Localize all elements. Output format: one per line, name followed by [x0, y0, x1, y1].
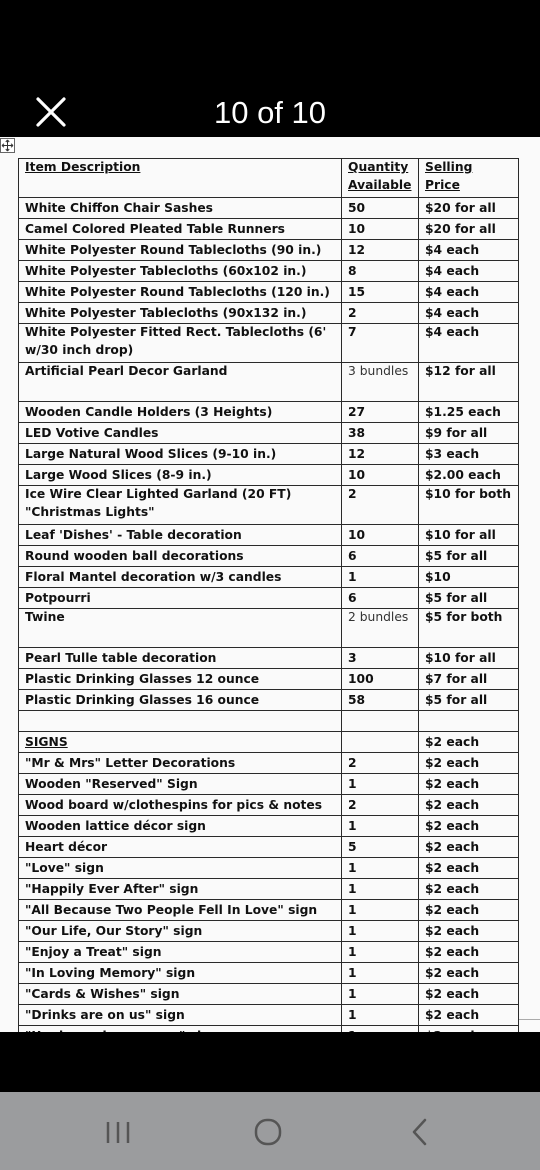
cell-item-description: LED Votive Candles [19, 423, 342, 444]
cell-item-description: Potpourri [19, 588, 342, 609]
cell-price: $12 for all [419, 363, 519, 402]
table-row [19, 402, 519, 423]
table-row [19, 219, 519, 240]
cell-quantity: 6 [342, 546, 419, 567]
cell-quantity: 2 [342, 753, 419, 774]
cell-price: $10 for all [419, 648, 519, 669]
cell-quantity: 1 [342, 567, 419, 588]
cell-item-description: "Mr & Mrs" Letter Decorations [19, 753, 342, 774]
cell-quantity: 10 [342, 525, 419, 546]
table-row [19, 963, 519, 984]
cell-item-description: White Polyester Fitted Rect. Tablecloths (6' w/30 inch drop) [19, 324, 342, 363]
table-row [19, 198, 519, 219]
cell-quantity: 50 [342, 198, 419, 219]
cell-item-description [19, 711, 342, 732]
table-row [19, 525, 519, 546]
cell-price: $7 for all [419, 669, 519, 690]
table-row [19, 486, 519, 525]
cell-price: $2 each [419, 732, 519, 753]
cell-quantity: 7 [342, 324, 419, 363]
cell-quantity: 2 bundles [342, 609, 419, 648]
table-row [19, 858, 519, 879]
item-table-body [19, 159, 519, 1047]
back-icon [400, 1112, 440, 1152]
cell-item-description: Plastic Drinking Glasses 16 ounce [19, 690, 342, 711]
table-row [19, 324, 519, 363]
table-row [19, 546, 519, 567]
table-row [19, 261, 519, 282]
cell-item-description: "Our Life, Our Story" sign [19, 921, 342, 942]
cell-item-description: White Polyester Tablecloths (90x132 in.) [19, 303, 342, 324]
cell-quantity: 1 [342, 921, 419, 942]
table-row [19, 732, 519, 753]
cell-item-description: Twine [19, 609, 342, 648]
cell-quantity: 1 [342, 942, 419, 963]
table-row [19, 774, 519, 795]
cell-quantity: 10 [342, 465, 419, 486]
cell-quantity: 12 [342, 240, 419, 261]
cell-price: $4 each [419, 240, 519, 261]
cell-quantity [342, 711, 419, 732]
home-button[interactable] [248, 1112, 288, 1152]
cell-item-description: Large Natural Wood Slices (9-10 in.) [19, 444, 342, 465]
cell-quantity: 1 [342, 816, 419, 837]
table-row [19, 711, 519, 732]
cell-quantity: 38 [342, 423, 419, 444]
cell-quantity: 3 bundles [342, 363, 419, 402]
cell-quantity: 1 [342, 879, 419, 900]
cell-price: $20 for all [419, 219, 519, 240]
cell-item-description: Wooden "Reserved" Sign [19, 774, 342, 795]
table-row [19, 690, 519, 711]
cell-price: $2 each [419, 984, 519, 1005]
table-row [19, 240, 519, 261]
cell-item-description: White Polyester Round Tablecloths (90 in.) [19, 240, 342, 261]
cell-price: $2 each [419, 942, 519, 963]
cell-price: $10 [419, 567, 519, 588]
table-row [19, 816, 519, 837]
cell-quantity: 27 [342, 402, 419, 423]
table-row [19, 648, 519, 669]
table-row [19, 363, 519, 402]
cell-item-description: "Happily Ever After" sign [19, 879, 342, 900]
table-row [19, 879, 519, 900]
cell-item-description: Large Wood Slices (8-9 in.) [19, 465, 342, 486]
table-row [19, 303, 519, 324]
cell-price: $2 each [419, 795, 519, 816]
table-row [19, 753, 519, 774]
table-row [19, 609, 519, 648]
cell-item-description: Pearl Tulle table decoration [19, 648, 342, 669]
cell-price: $5 for all [419, 546, 519, 567]
cell-quantity: 5 [342, 837, 419, 858]
cell-price: $5 for all [419, 588, 519, 609]
table-row [19, 900, 519, 921]
table-row [19, 423, 519, 444]
table-row [19, 921, 519, 942]
viewer-top-bar [0, 0, 540, 137]
cell-item-description: Wood board w/clothespins for pics & notes [19, 795, 342, 816]
cell-item-description: "Cards & Wishes" sign [19, 984, 342, 1005]
table-row [19, 795, 519, 816]
cell-price: $2 each [419, 816, 519, 837]
cell-item-description: Wooden lattice décor sign [19, 816, 342, 837]
cell-item-description: Camel Colored Pleated Table Runners [19, 219, 342, 240]
table-row [19, 669, 519, 690]
cell-item-description: "Love" sign [19, 858, 342, 879]
home-icon [248, 1112, 288, 1152]
cell-quantity: 58 [342, 690, 419, 711]
page-edge-line [519, 1019, 540, 1020]
cell-price: $5 for both [419, 609, 519, 648]
cell-price: $2 each [419, 879, 519, 900]
cell-price: $5 for all [419, 690, 519, 711]
system-navigation-bar [0, 1092, 540, 1170]
cell-item-description: White Polyester Round Tablecloths (120 in.) [19, 282, 342, 303]
cell-price: $2 each [419, 858, 519, 879]
cell-price: $1.25 each [419, 402, 519, 423]
cell-item-description: "Enjoy a Treat" sign [19, 942, 342, 963]
cell-quantity: 2 [342, 303, 419, 324]
image-counter: 10 of 10 [213, 95, 327, 130]
cell-price: $3 each [419, 444, 519, 465]
cell-item-description: SIGNS [19, 732, 342, 753]
cell-quantity: 15 [342, 282, 419, 303]
cell-price: $4 each [419, 282, 519, 303]
cell-item-description: Wooden Candle Holders (3 Heights) [19, 402, 342, 423]
cell-item-description: "All Because Two People Fell In Love" sign [19, 900, 342, 921]
cell-item-description: "Drinks are on us" sign [19, 1005, 342, 1026]
cell-item-description: Round wooden ball decorations [19, 546, 342, 567]
cell-quantity: 8 [342, 261, 419, 282]
cell-price: $10 for all [419, 525, 519, 546]
document-image [0, 137, 540, 1032]
cell-quantity: 1 [342, 1005, 419, 1026]
cell-price: $2 each [419, 1005, 519, 1026]
table-row [19, 282, 519, 303]
cell-price: $2.00 each [419, 465, 519, 486]
cell-quantity: 12 [342, 444, 419, 465]
table-row [19, 984, 519, 1005]
table-row [19, 567, 519, 588]
cell-price: $10 for both [419, 486, 519, 525]
move-handle-icon [0, 138, 15, 153]
table-row [19, 465, 519, 486]
cell-quantity: 100 [342, 669, 419, 690]
table-row [19, 942, 519, 963]
cell-item-description: Artificial Pearl Decor Garland [19, 363, 342, 402]
cell-price: $2 each [419, 774, 519, 795]
cell-item-description: Heart décor [19, 837, 342, 858]
cell-quantity [342, 732, 419, 753]
cell-price: $2 each [419, 963, 519, 984]
header-selling-price: Selling Price [419, 159, 519, 198]
cell-item-description: Plastic Drinking Glasses 12 ounce [19, 669, 342, 690]
viewer-bottom-bar [0, 1032, 540, 1092]
table-row [19, 1005, 519, 1026]
table-header-row [19, 159, 519, 198]
table-row [19, 588, 519, 609]
cell-quantity: 2 [342, 795, 419, 816]
recents-icon [98, 1112, 138, 1152]
header-item-description: Item Description [19, 159, 342, 198]
table-row [19, 837, 519, 858]
cell-quantity: 1 [342, 858, 419, 879]
cell-item-description: White Chiffon Chair Sashes [19, 198, 342, 219]
cell-price: $2 each [419, 921, 519, 942]
cell-price: $4 each [419, 324, 519, 363]
cell-quantity: 2 [342, 486, 419, 525]
recents-button[interactable] [98, 1112, 138, 1152]
cell-price: $9 for all [419, 423, 519, 444]
cell-quantity: 6 [342, 588, 419, 609]
cell-price: $4 each [419, 261, 519, 282]
cell-quantity: 1 [342, 900, 419, 921]
table-row [19, 444, 519, 465]
cell-item-description: Leaf 'Dishes' - Table decoration [19, 525, 342, 546]
cell-price: $2 each [419, 837, 519, 858]
cell-quantity: 10 [342, 219, 419, 240]
cell-price: $4 each [419, 303, 519, 324]
item-table [18, 158, 519, 1047]
cell-item-description: White Polyester Tablecloths (60x102 in.) [19, 261, 342, 282]
cell-quantity: 1 [342, 984, 419, 1005]
cell-quantity: 1 [342, 774, 419, 795]
cell-quantity: 3 [342, 648, 419, 669]
cell-price: $20 for all [419, 198, 519, 219]
cell-item-description: Ice Wire Clear Lighted Garland (20 FT) "Christmas Lights" [19, 486, 342, 525]
header-quantity-available: Quantity Available [342, 159, 419, 198]
cell-price: $2 each [419, 753, 519, 774]
cell-item-description: "In Loving Memory" sign [19, 963, 342, 984]
cell-price: $2 each [419, 900, 519, 921]
cell-item-description: Floral Mantel decoration w/3 candles [19, 567, 342, 588]
back-button[interactable] [400, 1112, 440, 1152]
cell-quantity: 1 [342, 963, 419, 984]
cell-price [419, 711, 519, 732]
